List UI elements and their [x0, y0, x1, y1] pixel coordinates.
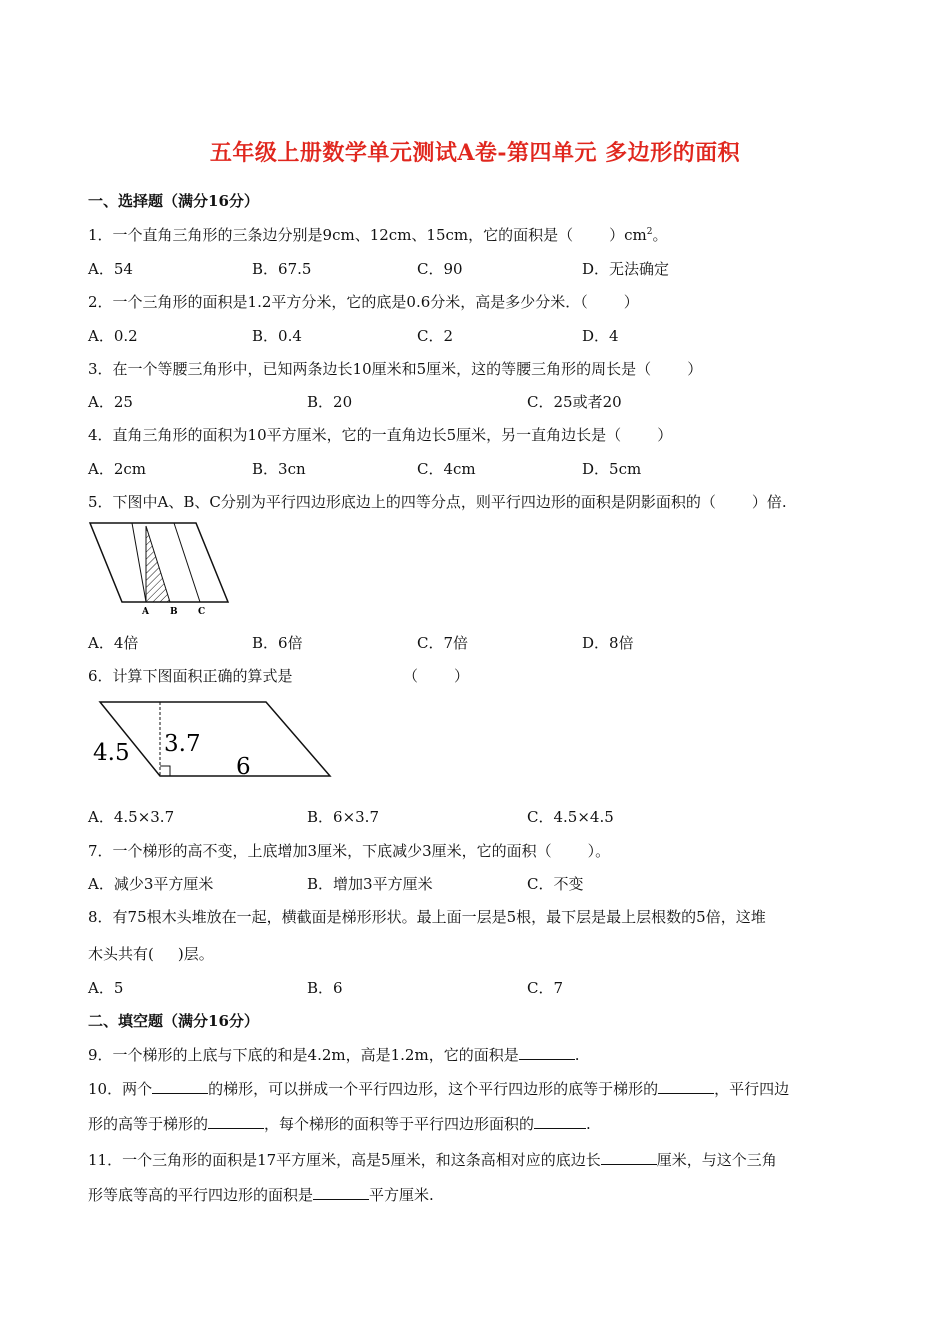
question-1-unit: ）cm: [609, 226, 647, 244]
q7-option-c: C．不变: [527, 875, 584, 893]
question-11-text-a: 11．一个三角形的面积是17平方厘米，高是5厘米，和这条高相对应的底边长: [88, 1151, 601, 1169]
question-2: [88, 291, 639, 312]
question-6-paren: [403, 665, 469, 686]
q4-option-b: B．3cn: [252, 460, 306, 478]
question-8-line1: 8．有75根木头堆放在一起，横截面是梯形形状。最上面一层是5根，最下层是最上层根数的5倍，这堆: [88, 908, 766, 926]
question-6: [88, 665, 293, 686]
q2-option-b: B．0.4: [252, 327, 302, 345]
figure-label-a: A: [142, 607, 149, 617]
question-3-text: 3．在一个等腰三角形中，已知两条边长10厘米和5厘米，这的等腰三角形的周长是（: [88, 360, 652, 378]
q3-option-a: A．25: [88, 393, 133, 411]
q1-option-b: B．67.5: [252, 260, 312, 278]
q4-option-c: C．4cm: [417, 460, 476, 478]
question-6-text: 6．计算下图面积正确的算式是: [88, 667, 293, 685]
answer-blank-11b[interactable]: [313, 1185, 369, 1200]
inner-line-right: [174, 523, 200, 602]
question-5-end: ）倍.: [751, 493, 787, 511]
question-10-line2: [88, 1113, 591, 1134]
question-10-text-f: .: [586, 1115, 591, 1133]
q6-option-c: C．4.5×4.5: [527, 808, 614, 826]
answer-blank-10b[interactable]: [658, 1079, 714, 1094]
question-11-text-d: 平方厘米.: [369, 1186, 434, 1204]
question-11-text-b: 厘米，与这个三角: [656, 1151, 777, 1169]
question-8-text: 木头共有(: [88, 945, 154, 963]
q5-option-d: D．8倍: [582, 634, 634, 652]
figure-base-label: 6: [236, 754, 251, 780]
question-7-text: 7．一个梯形的高不变，上底增加3厘米，下底减少3厘米，它的面积（: [88, 842, 552, 860]
page-title: 五年级上册数学单元测试A卷-第四单元 多边形的面积: [209, 140, 741, 166]
parallelogram-outline-2: [100, 702, 330, 776]
q4-option-d: D．5cm: [582, 460, 642, 478]
question-11-text-c: 形等底等高的平行四边形的面积是: [88, 1186, 314, 1204]
question-11-line2: [88, 1184, 434, 1205]
inner-line-left: [132, 523, 146, 602]
q8-option-c: C．7: [527, 979, 564, 997]
q1-option-d: D．无法确定: [582, 260, 670, 278]
q3-option-c: C．25或者20: [527, 393, 622, 411]
q2-option-a: A．0.2: [88, 327, 138, 345]
question-8-end: )层。: [177, 945, 214, 963]
q6-option-a: A．4.5×3.7: [88, 808, 175, 826]
question-1-sup: 2: [646, 227, 653, 237]
q3-option-b: B．20: [307, 393, 353, 411]
q5-option-b: B．6倍: [252, 634, 303, 652]
question-9-text: 9．一个梯形的上底与下底的和是4.2m，高是1.2m，它的面积是: [88, 1046, 519, 1064]
answer-blank-10c[interactable]: [208, 1114, 264, 1129]
q1-option-c: C．90: [417, 260, 463, 278]
q1-option-a: A．54: [88, 260, 133, 278]
question-3: [88, 358, 702, 379]
q5-option-a: A．4倍: [88, 634, 139, 652]
question-4-text: 4．直角三角形的面积为10平方厘米，它的一直角边长5厘米，另一直角边长是（: [88, 426, 622, 444]
question-5-text: 5．下图中A、B、C分别为平行四边形底边上的四等分点，则平行四边形的面积是阴影面积的（: [88, 493, 716, 511]
q2-option-c: C．2: [417, 327, 454, 345]
question-7-end: ）。: [587, 842, 611, 860]
question-10-text-c: ，平行四边: [714, 1080, 790, 1098]
q4-option-a: A．2cm: [88, 460, 147, 478]
q6-option-b: B．6×3.7: [307, 808, 379, 826]
question-10-text-e: ，每个梯形的面积等于平行四边形面积的: [264, 1115, 535, 1133]
question-2-text: 2．一个三角形的面积是1.2平方分米，它的底是0.6分米，高是多少分米．（: [88, 293, 588, 311]
answer-blank-10d[interactable]: [534, 1114, 586, 1129]
section-heading-fill: 二、填空题（满分16分）: [88, 1012, 259, 1030]
question-10-text-b: 的梯形，可以拼成一个平行四边形，这个平行四边形的底等于梯形的: [208, 1080, 659, 1098]
question-11-line1: [88, 1149, 777, 1170]
parallelogram-figure: [88, 518, 238, 618]
question-10-text-a: 10．两个: [88, 1080, 153, 1098]
figure-height-label: 3.7: [164, 731, 201, 757]
question-10-text-d: 形的高等于梯形的: [88, 1115, 209, 1133]
figure-side-label: 4.5: [93, 740, 130, 766]
question-10-line1: [88, 1078, 789, 1099]
shaded-triangle: [146, 526, 170, 602]
question-4: [88, 424, 672, 445]
question-1: [88, 224, 668, 245]
q8-option-a: A．5: [88, 979, 124, 997]
q7-option-a: A．减少3平方厘米: [88, 875, 214, 893]
right-angle-mark: [160, 766, 170, 776]
question-5: [88, 491, 787, 512]
question-8-line2: [88, 943, 214, 964]
question-4-end: ）: [657, 426, 673, 444]
figure-label-c: C: [198, 607, 206, 617]
question-2-end: ）: [623, 293, 639, 311]
question-6-paren-open: （: [403, 667, 419, 685]
answer-blank-9[interactable]: [519, 1045, 575, 1060]
question-9-end: .: [574, 1046, 580, 1064]
question-6-paren-close: ）: [454, 667, 470, 685]
parallelogram-height-figure: [88, 696, 338, 786]
q5-option-c: C．7倍: [417, 634, 469, 652]
figure-label-b: B: [170, 607, 178, 617]
q8-option-b: B．6: [307, 979, 343, 997]
answer-blank-11a[interactable]: [601, 1150, 657, 1165]
section-heading-choice: 一、选择题（满分16分）: [88, 192, 259, 210]
q2-option-d: D．4: [582, 327, 619, 345]
answer-blank-10a[interactable]: [152, 1079, 208, 1094]
q7-option-b: B．增加3平方厘米: [307, 875, 433, 893]
question-3-end: ）: [687, 360, 703, 378]
question-1-end: 。: [652, 226, 668, 244]
question-7: [88, 840, 610, 861]
question-9: [88, 1044, 579, 1065]
question-1-text: 1．一个直角三角形的三条边分别是9cm、12cm、15cm，它的面积是（: [88, 226, 574, 244]
